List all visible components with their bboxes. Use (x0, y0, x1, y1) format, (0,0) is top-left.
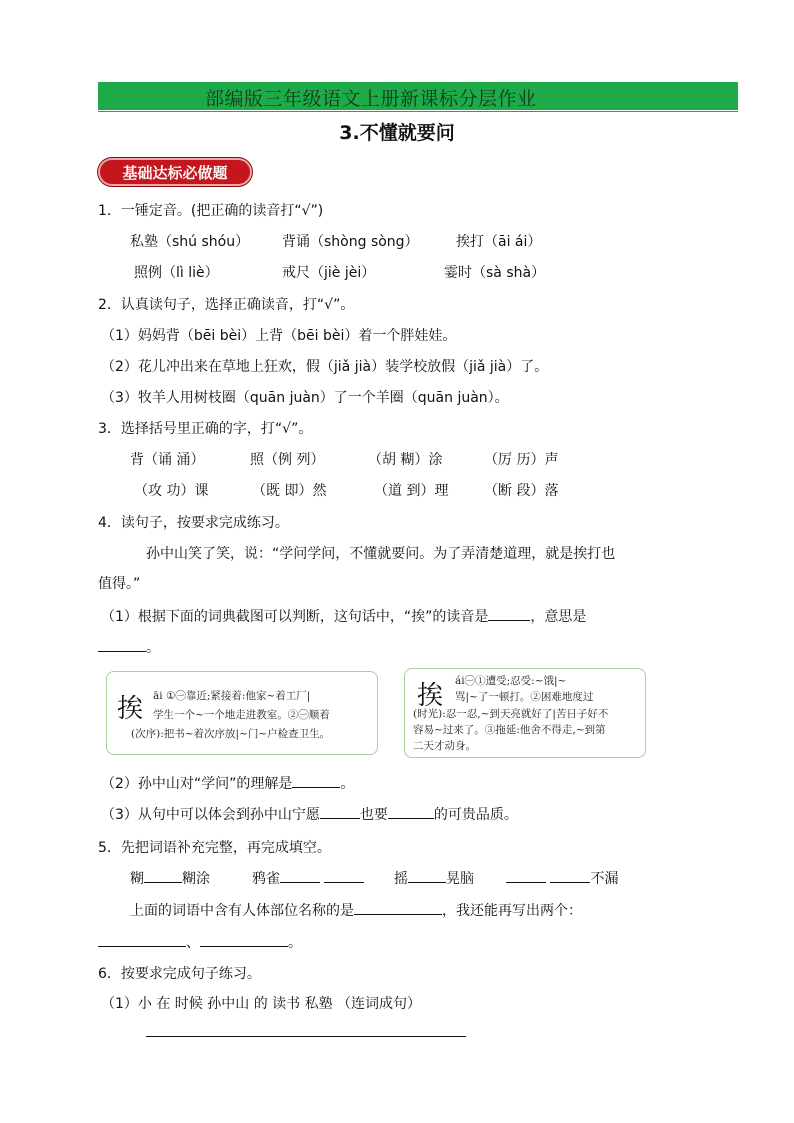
q3-item: （攻 功）课 (134, 483, 209, 499)
dict-headword: 挨 (117, 694, 144, 724)
q3-stem: 3．选择括号里正确的字，打“√”。 (98, 421, 313, 437)
q4-sub1 (101, 606, 586, 626)
banner-underline (98, 111, 738, 112)
answer-blank[interactable] (320, 804, 360, 819)
q5-sep: 、 (186, 935, 200, 951)
answer-blank[interactable] (144, 868, 182, 883)
q5-stem: 5．先把词语补充完整，再完成填空。 (98, 840, 331, 856)
q3-item: 背（诵 涌） (130, 452, 205, 468)
q5-word-part: 晃脑 (446, 871, 474, 887)
dict-line: 二天才动身。 (413, 740, 476, 752)
q5-fill (130, 900, 582, 920)
dict-line: 学生一个~一个地走进教室。②㊀顺着 (153, 709, 330, 721)
q6-sub1: （1）小 在 时候 孙中山 的 读书 私塾 （连词成句） (101, 996, 422, 1012)
answer-blank[interactable] (388, 804, 434, 819)
q4-sub1-cont (98, 637, 160, 657)
dict-headword: 挨 (417, 681, 444, 711)
q4-sub3 (101, 804, 518, 824)
dict-line: 容易~过来了。③拖延:他舍不得走,~到第 (413, 724, 606, 736)
q4-sub1-text: ，意思是 (530, 609, 587, 625)
dictionary-entry-ai1 (106, 671, 378, 755)
q5-word-part: 不漏 (590, 871, 619, 887)
q2-stem: 2．认真读句子，选择正确读音，打“√”。 (98, 297, 355, 313)
q3-item: 照（例 列） (250, 452, 325, 468)
q1-item: 背诵（shòng sòng） (282, 234, 419, 250)
q4-stem: 4．读句子，按要求完成练习。 (98, 515, 289, 531)
answer-line[interactable] (146, 1036, 466, 1037)
q5-fill-cont (98, 932, 302, 952)
q4-sub2-text: （2）孙中山对“学问”的理解是 (101, 776, 293, 792)
q4-sub1-end: 。 (146, 640, 160, 656)
answer-blank[interactable] (354, 900, 442, 915)
q5-word-part: 鸦雀 (252, 871, 280, 887)
q3-item: （断 段）落 (484, 483, 559, 499)
section-badge-label: 基础达标必做题 (122, 164, 228, 182)
answer-blank[interactable] (488, 606, 530, 621)
q1-item: 挨打（āi ái） (456, 234, 542, 250)
q4-sub3-text: 也要 (359, 807, 388, 823)
q4-sub3-end: 的可贵品质。 (433, 807, 518, 823)
q5-fill-text: 上面的词语中含有人体部位名称的是 (130, 903, 354, 919)
answer-blank[interactable] (280, 868, 320, 883)
q5-end: 。 (288, 935, 302, 951)
q5-word-part: 摇 (394, 871, 408, 887)
q1-item: 私塾（shú shóu） (130, 234, 250, 250)
q1-item: 照例（lì liè） (134, 265, 219, 281)
q4-quote-end: 值得。” (98, 576, 141, 592)
q3-item: （厉 历）声 (484, 452, 559, 468)
answer-blank[interactable] (506, 868, 546, 883)
answer-blank[interactable] (200, 932, 288, 947)
dict-line: (次序):把书~着次序放|~门~户检查卫生。 (131, 728, 331, 740)
q4-sub2 (101, 773, 354, 793)
q4-sub1-text: （1）根据下面的词典截图可以判断，这句话中，“挨”的读音是 (101, 609, 489, 625)
q4-sub2-end: 。 (340, 776, 355, 792)
answer-blank[interactable] (98, 932, 186, 947)
q5-word-part: 糊 (130, 871, 144, 887)
q1-stem: 1．一锤定音。(把正确的读音打“√”) (98, 203, 324, 219)
q3-item: （既 即）然 (252, 483, 327, 499)
q1-item: 戒尺（jiè jèi） (282, 265, 376, 281)
dict-line: āi ①㊀靠近;紧接着:他家~着工厂| (153, 690, 311, 702)
answer-blank[interactable] (98, 637, 146, 652)
q2-item: （1）妈妈背（bēi bèi）上背（bēi bèi）着一个胖娃娃。 (101, 328, 457, 344)
q5-word (506, 868, 618, 888)
q5-word-part: 糊涂 (182, 871, 210, 887)
answer-blank[interactable] (324, 868, 364, 883)
dictionary-entry-ai2 (404, 668, 646, 758)
answer-blank[interactable] (550, 868, 590, 883)
dict-line: (时光):忍一忍,~到天亮就好了|苦日子好不 (413, 708, 609, 720)
q6-stem: 6．按要求完成句子练习。 (98, 966, 261, 982)
lesson-title: 3.不懂就要问 (339, 122, 455, 144)
dict-line: ái㊀①遭受;忍受:~饿|~ (455, 675, 567, 687)
q5-fill-text: ，我还能再写出两个： (442, 903, 582, 919)
q2-item: （2）花儿冲出来在草地上狂欢，假（jiǎ jià）装学校放假（jiǎ jià）了。 (101, 359, 549, 375)
q3-item: （道 到）理 (374, 483, 449, 499)
q4-sub3-text: （3）从句中可以体会到孙中山宁愿 (101, 807, 320, 823)
answer-blank[interactable] (292, 773, 340, 788)
q5-word (394, 868, 474, 888)
q3-item: （胡 糊）涂 (368, 452, 443, 468)
section-badge (98, 158, 252, 186)
q4-quote: 孙中山笑了笑，说：“学问学问，不懂就要问。为了弄清楚道理，就是挨打也 (146, 546, 616, 562)
q5-word (252, 868, 364, 888)
answer-blank[interactable] (408, 868, 446, 883)
dict-line: 骂|~了一顿打。②困难地度过 (455, 691, 594, 703)
q5-word (130, 868, 210, 888)
banner-text: 部编版三年级语文上册新课标分层作业 (205, 88, 537, 110)
q1-item: 霎时（sà shà） (444, 265, 546, 281)
q2-item: （3）牧羊人用树枝圈（quān juàn）了一个羊圈（quān juàn）。 (101, 390, 509, 406)
